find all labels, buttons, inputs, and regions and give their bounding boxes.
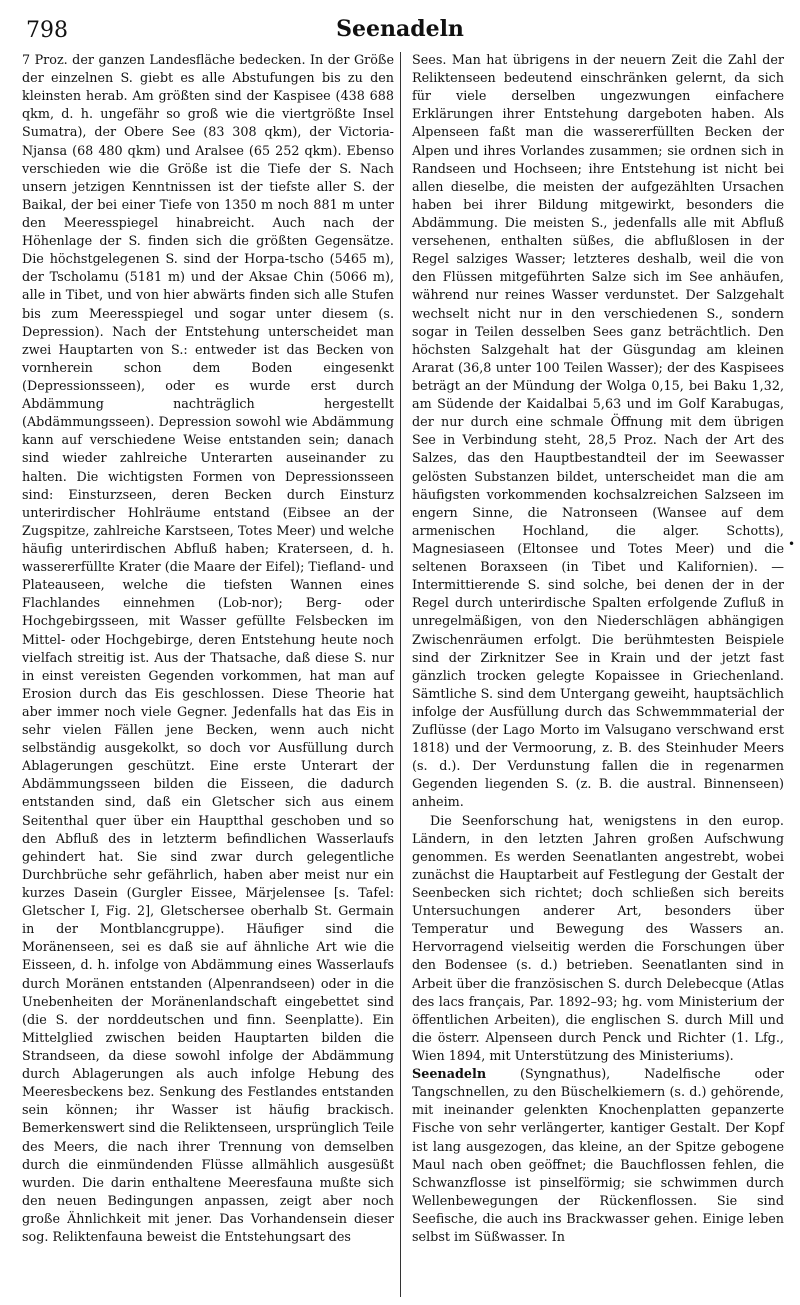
- right-paragraph-1: Sees. Man hat übrigens in der neuern Zeit die Zahl der Reliktenseen bedeutend einschränken gelernt, da sich für viele derselben ungezwungen einfachere Erklärungen ihrer Entstehung dargeboten haben. Als Alpenseen faßt man die wassererfüllten Becken der Alpen und ihres Vorlandes zusammen; sie ordnen sich in Randseen und Hochseen; ihre Entstehung ist nicht bei allen dieselbe, die meisten der aufgezählten Ursachen haben bei ihrer Bildung mitgewirkt, besonders die Abdämmung. Die meisten S., jedenfalls alle mit Abfluß versehenen, enthalten süßes, die abflußlosen in der Regel salziges Wasser; letzteres deshalb, weil die von den Flüssen mitgeführten Salze sich im See anhäufen, während nur reines Wasser verdunstet. Der Salzgehalt wechselt nicht nur in den verschiedenen S., sondern sogar in Teilen desselben Sees ganz beträchtlich. Den höchsten Salzgehalt hat der Güsgundag am kleinen Ararat (36,8 unter 100 Teilen Wasser); der des Kaspisees beträgt an der Mündung der Wolga 0,15, bei Baku 1,32, am Südende der Kaidalbai 5,63 und im Golf Karabugas, der nur durch eine schmale Öffnung mit dem übrigen See in Verbindung steht, 28,5 Proz. Nach der Art des Salzes, das den Hauptbestandteil der im Seewasser gelösten Substanzen bildet, unterscheidet man die am häufigsten vorkommenden kochsalzreichen Salzseen im engern Sinne, die Natronseen (Wansee auf dem armenischen Hochland, die alger. Schotts), Magnesiaseen (Eltonsee und Totes Meer) und die seltenen Boraxseen (in Tibet und Kalifornien). — Intermittierende S. sind solche, bei denen der in der Regel durch unterirdische Spalten erfolgende Zufluß in unregelmäßigen, von den Niederschlägen abhängigen Zwischenräumen erfolgt. Die berühmtesten Beispiele sind der Zirknitzer See in Krain und der jetzt fast gänzlich trocken gelegte Kopaissee in Griechenland. Sämtliche S. sind dem Untergang geweiht, hauptsächlich infolge der Ausfüllung durch das Schwemmmaterial der Zuflüsse (der Lago Morto im Valsugano verschwand erst 1818) und der Vermoorung, z. B. des Steinhuder Meers (s. d.). Der Verdunstung fallen die in regenarmen Gegenden liegenden S. (z. B. die austral. Binnenseen) anheim.: [412, 53, 784, 811]
- left-column: [22, 52, 394, 1247]
- margin-mark: •: [788, 537, 796, 551]
- right-column: [412, 52, 784, 1247]
- page-number: 798: [26, 18, 68, 43]
- running-title: Seenadeln: [336, 16, 464, 42]
- entry-seenadeln: [412, 1066, 784, 1247]
- entry-body: (Syngnathus), Nadelfische oder Tangschnellen, zu den Büschelkiemern (s. d.) gehörende, mit ineinander gelenkten Knochenplatten gepanzerte Fische von sehr verlängerter, kantiger Gestalt. Der Kopf ist lang ausgezogen, das kleine, an der Spitze gebogene Maul nach oben geöffnet; die Bauchflossen fehlen, die Schwanzflosse ist pinselförmig; sie schwimmen durch Wellenbewegungen der Rückenflossen. Sie sind Seefische, die auch ins Brackwasser gehen. Einige leben selbst im Süßwasser. In: [412, 1067, 784, 1246]
- left-column-text: 7 Proz. der ganzen Landesfläche bedecken. In der Größe der einzelnen S. giebt es alle Abstufungen bis zu den kleinsten herab. Am größten sind der Kaspisee (438 688 qkm, d. h. ungefähr so groß wie die viertgrößte Insel Sumatra), der Obere See (83 308 qkm), der Victoria-Njansa (68 480 qkm) und Aralsee (65 252 qkm). Ebenso verschieden wie die Größe ist die Tiefe der S. Nach unsern jetzigen Kenntnissen ist der tiefste aller S. der Baikal, der bei einer Tiefe von 1350 m noch 881 m unter den Meeresspiegel hinabreicht. Auch nach der Höhenlage der S. finden sich die größten Gegensätze. Die höchstgelegenen S. sind der Horpa-tscho (5465 m), der Tscholamu (5181 m) und der Aksae Chin (5066 m), alle in Tibet, und von hier abwärts finden sich alle Stufen bis zum Meeresspiegel und sogar unter diesem (s. Depression). Nach der Entstehung unterscheidet man zwei Hauptarten von S.: entweder ist das Becken von vornherein schon dem Boden eingesenkt (Depressionsseen), oder es wurde erst durch Abdämmung nachträglich hergestellt (Abdämmungsseen). Depression sowohl wie Abdämmung kann auf verschiedene Weise entstanden sein; danach sind wieder zahlreiche Unterarten auseinander zu halten. Die wichtigsten Formen von Depressionsseen sind: Einsturzseen, deren Becken durch Einsturz unterirdischer Hohlräume entstand (Eibsee an der Zugspitze, zahlreiche Karstseen, Totes Meer) und welche häufig unterirdischen Abfluß haben; Kraterseen, d. h. wassererfüllte Krater (die Maare der Eifel); Tiefland- und Plateauseen, welche die tiefsten Wannen eines Flachlandes einnehmen (Lob-nor); Berg- oder Hochgebirgsseen, mit Wasser gefüllte Felsbecken im Mittel- oder Hochgebirge, deren Entstehung heute noch vielfach streitig ist. Aus der Thatsache, daß diese S. nur in einst vereisten Gegenden vorkommen, hat man auf Erosion durch das Eis geschlossen. Diese Theorie hat aber immer noch viele Gegner. Jedenfalls hat das Eis in sehr vielen Fällen jene Becken, wenn auch nicht selbständig ausgekolkt, so doch vor Ausfüllung durch Ablagerungen geschützt. Eine erste Unterart der Abdämmungsseen bilden die Eisseen, die dadurch entstanden sind, daß ein Gletscher sich aus einem Seitenthal quer über ein Hauptthal geschoben und so den Abfluß des in letzterm befindlichen Wasserlaufs gehindert hat. Sie sind zwar durch gelegentliche Durchbrüche sehr gefährlich, haben aber meist nur ein kurzes Dasein (Gurgler Eissee, Märjelensee [s. Tafel: Gletscher I, Fig. 2], Gletschersee oberhalb St. Germain in der Montblancgruppe). Häufiger sind die Moränenseen, sei es daß sie auf ähnliche Art wie die Eisseen, d. h. infolge von Abdämmung eines Wasserlaufs durch Moränen entstanden (Alpenrandseen) oder in die Unebenheiten der Moränenlandschaft eingebettet sind (die S. der norddeutschen und finn. Seenplatte). Ein Mittelglied zwischen beiden Hauptarten bilden die Strandseen, da diese sowohl infolge der Abdämmung durch Ablagerungen als auch infolge Hebung des Meeresbeckens bez. Senkung des Festlandes entstanden sein können; ihr Wasser ist häufig brackisch. Bemerkenswert sind die Reliktenseen, ursprünglich Teile des Meers, die nach ihrer Trennung von demselben durch die einmündenden Flüsse allmählich ausgesüßt wurden. Die darin enthaltene Meeresfauna mußte sich den neuen Bedingungen anpassen, zeigt aber noch große Ähnlichkeit mit jener. Das Vorhandensein dieser sog. Reliktenfauna beweist die Entstehungsart des: [22, 53, 394, 1246]
- right-paragraph-2: Die Seenforschung hat, wenigstens in den europ. Ländern, in den letzten Jahren großen Aufschwung genommen. Es werden Seenatlanten angestrebt, wobei zunächst die Hauptarbeit auf Festlegung der Gestalt der Seenbecken sich richtet; doch schließen sich bereits Untersuchungen anderer Art, besonders über Temperatur und Bewegung des Wassers an. Hervorragend vielseitig werden die Forschungen über den Bodensee (s. d.) betrieben. Seenatlanten sind in Arbeit über die französischen S. durch Delebecque (Atlas des lacs français, Par. 1892–93; hg. vom Ministerium der öffentlichen Arbeiten), die englischen S. durch Mill und die österr. Alpenseen durch Penck und Richter (1. Lfg., Wien 1894, mit Unterstützung des Ministeriums).: [412, 813, 784, 1065]
- entry-lemma: Seenadeln: [412, 1067, 487, 1083]
- column-divider: [400, 52, 401, 1297]
- page-header: [14, 10, 786, 44]
